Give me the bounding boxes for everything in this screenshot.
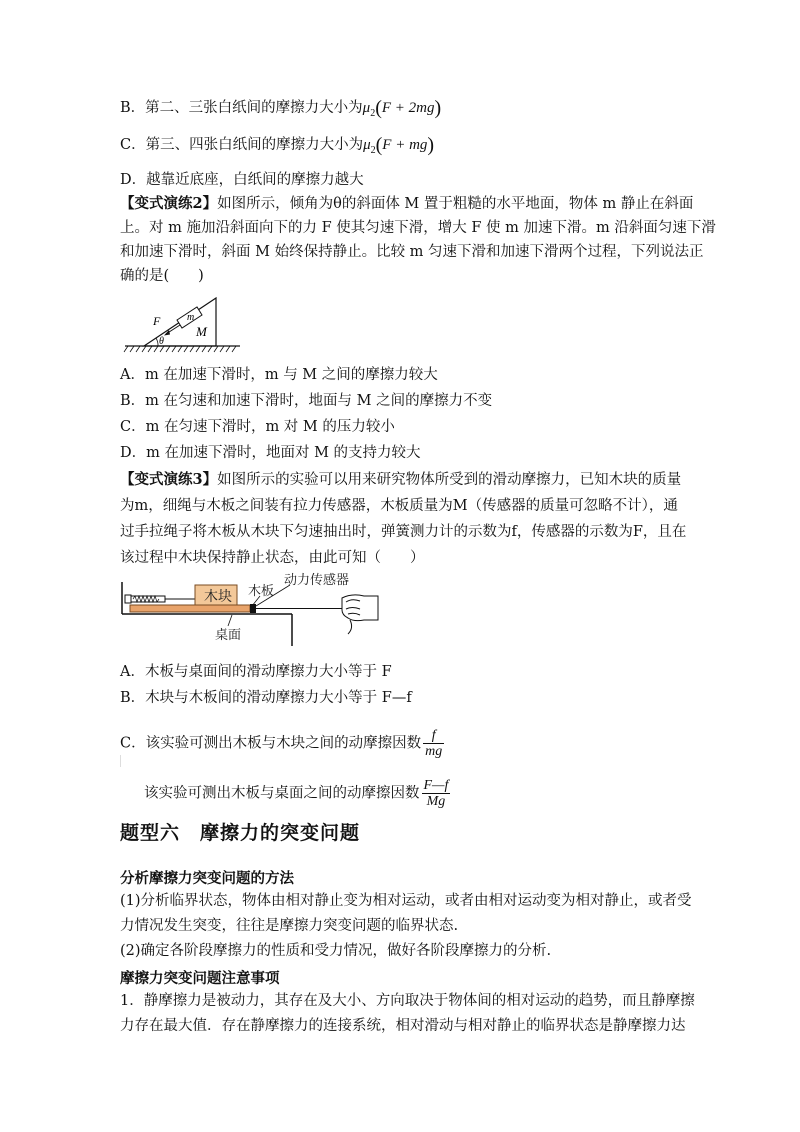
- ex2-option-b: B．m 在匀速和加速下滑时，地面与 M 之间的摩擦力不变: [120, 393, 493, 409]
- ex3-option-a: A．木板与桌面间的滑动摩擦力大小等于 F: [120, 664, 392, 680]
- label-board: 木板: [248, 583, 275, 598]
- ex3-option-c: [120, 728, 444, 759]
- formula-inner: F + 2mg: [381, 100, 435, 116]
- label-sensor: 动力传感器: [284, 572, 350, 587]
- ex3-option-b: B．木块与木板间的滑动摩擦力大小等于 F—f: [120, 690, 412, 706]
- experiment-figure: [120, 568, 382, 654]
- option-c-prev: C．第三、四张白纸间的摩擦力大小为$\mu_2(F + mg)$: [120, 134, 435, 156]
- option-d-prev: D．越靠近底座，白纸间的摩擦力越大: [120, 172, 364, 188]
- ex3-line-4: 该过程中木块保持静止状态，由此可知（ ）: [120, 550, 425, 566]
- option-b-prev: B．第二、三张白纸间的摩擦力大小为$\mu_2(F + 2mg)$: [120, 97, 442, 119]
- ex3-tag: 【变式演练3】: [120, 471, 218, 488]
- formula-mu: $\mu_2$: [363, 137, 376, 156]
- method-line-3: (2)确定各阶段摩擦力的性质和受力情况，做好各阶段摩擦力的分析.: [120, 943, 552, 959]
- note-title: 摩擦力突变问题注意事项: [120, 971, 280, 987]
- label-M: M: [196, 324, 207, 339]
- ex3-option-d-text: 该实验可测出木板与桌面之间的动摩擦因数: [144, 785, 420, 802]
- ex3-line-2: 为m，细绳与木板之间装有拉力传感器，木板质量为M（传感器的质量可忽略不计），通: [120, 498, 678, 514]
- option-b-prev-text: B．第二、三张白纸间的摩擦力大小为: [120, 100, 363, 116]
- hand-icon: [342, 595, 378, 634]
- ex2-line-1: [120, 195, 693, 213]
- ex2-option-a: A．m 在加速下滑时，m 与 M 之间的摩擦力较大: [120, 367, 438, 383]
- ex3-option-c-text: C．该实验可测出木板与木块之间的动摩擦因数: [120, 735, 422, 752]
- ex3-line-1: [120, 471, 681, 489]
- ex3-line-3: 过手拉绳子将木板从木块下匀速抽出时，弹簧测力计的示数为f，传感器的示数为F，且在: [120, 524, 687, 540]
- label-m: m: [187, 312, 195, 323]
- margin-mark: [120, 755, 121, 767]
- method-title: 分析摩擦力突变问题的方法: [120, 871, 294, 887]
- label-F: F: [153, 314, 161, 328]
- fraction-F-minus-f-over-Mg: $\frac{F—f}{Mg}$: [423, 778, 449, 809]
- note-line-2: 力存在最大值．存在静摩擦力的连接系统，相对滑动与相对静止的临界状态是静摩擦力达: [120, 1018, 686, 1034]
- label-theta: θ: [159, 336, 164, 347]
- ex3-option-d: [120, 778, 450, 809]
- method-line-1: (1)分析临界状态，物体由相对静止变为相对运动，或者由相对运动变为相对静止，或者受: [120, 893, 692, 909]
- section-title: 题型六 摩擦力的突变问题: [120, 822, 361, 844]
- ex2-line-3: 和加速下滑时，斜面 M 始终保持静止。比较 m 匀速下滑和加速下滑两个过程，下列说法正: [120, 244, 704, 260]
- formula-mu: $\mu_2$: [362, 100, 376, 119]
- method-line-2: 力情况发生突变，往往是摩擦力突变问题的临界状态.: [120, 918, 459, 934]
- ex2-option-d: D．m 在加速下滑时，地面对 M 的支持力较大: [120, 445, 421, 461]
- ex2-option-c: C．m 在匀速下滑时，m 对 M 的压力较小: [120, 419, 395, 435]
- note-line-1: 1．静摩擦力是被动力，其存在及大小、方向取决于物体间的相对运动的趋势，而且静摩擦: [120, 993, 695, 1009]
- ex2-text-1: 如图所示，倾角为θ的斜面体 M 置于粗糙的水平地面，物体 m 静止在斜面: [217, 196, 694, 212]
- ex2-line-2: 上。对 m 施加沿斜面向下的力 F 使其匀速下滑，增大 F 使 m 加速下滑。m 沿斜面匀速下滑: [120, 220, 716, 236]
- label-desk: 桌面: [215, 627, 242, 642]
- incline-figure: [122, 292, 242, 354]
- ex3-text-1: 如图所示的实验可以用来研究物体所受到的滑动摩擦力，已知木块的质量: [217, 472, 682, 488]
- formula-inner: F + mg: [382, 137, 428, 153]
- ex2-tag: 【变式演练2】: [120, 195, 218, 212]
- ex2-line-4: 确的是( ): [120, 268, 204, 284]
- option-c-prev-text: C．第三、四张白纸间的摩擦力大小为: [120, 137, 364, 153]
- label-block: 木块: [204, 590, 232, 605]
- fraction-f-over-mg: $\frac{f}{mg}$: [425, 728, 443, 759]
